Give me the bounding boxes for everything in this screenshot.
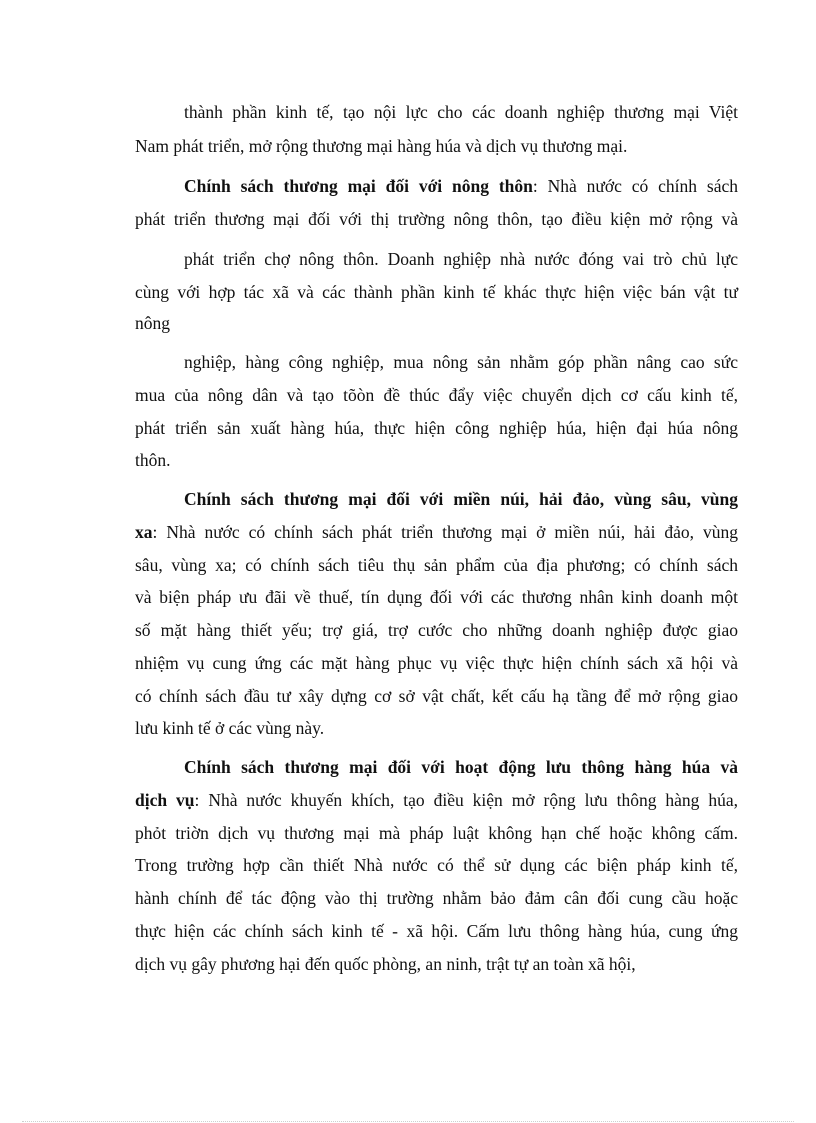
paragraph-line: số mặt hàng thiết yếu; trợ giá, trợ cước cho những doanh nghiệp được giao <box>135 620 738 640</box>
paragraph-line: nghiệp, hàng công nghiệp, mua nông sản nhằm góp phần nâng cao sức <box>184 352 738 372</box>
paragraph-line: xa: Nhà nước có chính sách phát triển thương mại ở miền núi, hải đảo, vùng <box>135 522 738 542</box>
paragraph-line: Nam phát triển, mở rộng thương mại hàng húa và dịch vụ thương mại. <box>135 136 628 156</box>
section-heading-circulation: Chính sách thương mại đối với hoạt động lưu thông hàng húa và <box>184 757 738 777</box>
paragraph-line: lưu kinh tế ở các vùng này. <box>135 718 325 738</box>
paragraph-line: nông <box>135 313 170 333</box>
paragraph-line: dịch vụ: Nhà nước khuyến khích, tạo điều kiện mở rộng lưu thông hàng húa, <box>135 790 739 810</box>
paragraph-line: và biện pháp ưu đãi về thuế, tín dụng đối với các thương nhân kinh doanh một <box>135 587 738 607</box>
page-bottom-divider <box>22 1121 794 1122</box>
paragraph-line: cùng với hợp tác xã và các thành phần kinh tế khác thực hiện việc bán vật tư <box>135 282 738 302</box>
paragraph-line: mua của nông dân và tạo tõòn đề thúc đẩy việc chuyển dịch cơ cấu kinh tế, <box>135 385 738 405</box>
paragraph-line: phát triển chợ nông thôn. Doanh nghiệp nhà nước đóng vai trò chủ lực <box>184 249 738 269</box>
paragraph-line: thôn. <box>135 450 171 470</box>
paragraph-line: phát triển thương mại đối với thị trường nông thôn, tạo điều kiện mở rộng và <box>135 209 738 229</box>
paragraph-line: dịch vụ gây phương hại đến quốc phòng, an ninh, trật tự an toàn xã hội, <box>135 954 636 974</box>
paragraph-line: Trong trường hợp cần thiết Nhà nước có thể sử dụng các biện pháp kinh tế, <box>135 855 738 875</box>
paragraph-line: có chính sách đầu tư xây dựng cơ sở vật chất, kết cấu hạ tầng để mở rộng giao <box>135 686 738 706</box>
paragraph-line: nhiệm vụ cung ứng các mặt hàng phục vụ việc thực hiện chính sách xã hội và <box>135 653 738 673</box>
paragraph-line: thành phần kinh tế, tạo nội lực cho các doanh nghiệp thương mại Việt <box>184 102 738 122</box>
paragraph-line: phỏt triờn dịch vụ thương mại mà pháp luật không hạn chế hoặc không cấm. <box>135 823 738 843</box>
paragraph-line: sâu, vùng xa; có chính sách tiêu thụ sản phẩm của địa phương; có chính sách <box>135 555 738 575</box>
paragraph-line: phát triển sản xuất hàng húa, thực hiện công nghiệp húa, hiện đại húa nông <box>135 418 738 438</box>
paragraph-line: hành chính để tác động vào thị trường nhằm bảo đảm cân đối cung cầu hoặc <box>135 888 738 908</box>
paragraph-line: thực hiện các chính sách kinh tế - xã hội. Cấm lưu thông hàng húa, cung ứng <box>135 921 738 941</box>
section-heading-mountain: Chính sách thương mại đối với miền núi, hải đảo, vùng sâu, vùng <box>184 489 738 509</box>
section-heading-rural: Chính sách thương mại đối với nông thôn: Nhà nước có chính sách <box>184 176 739 196</box>
